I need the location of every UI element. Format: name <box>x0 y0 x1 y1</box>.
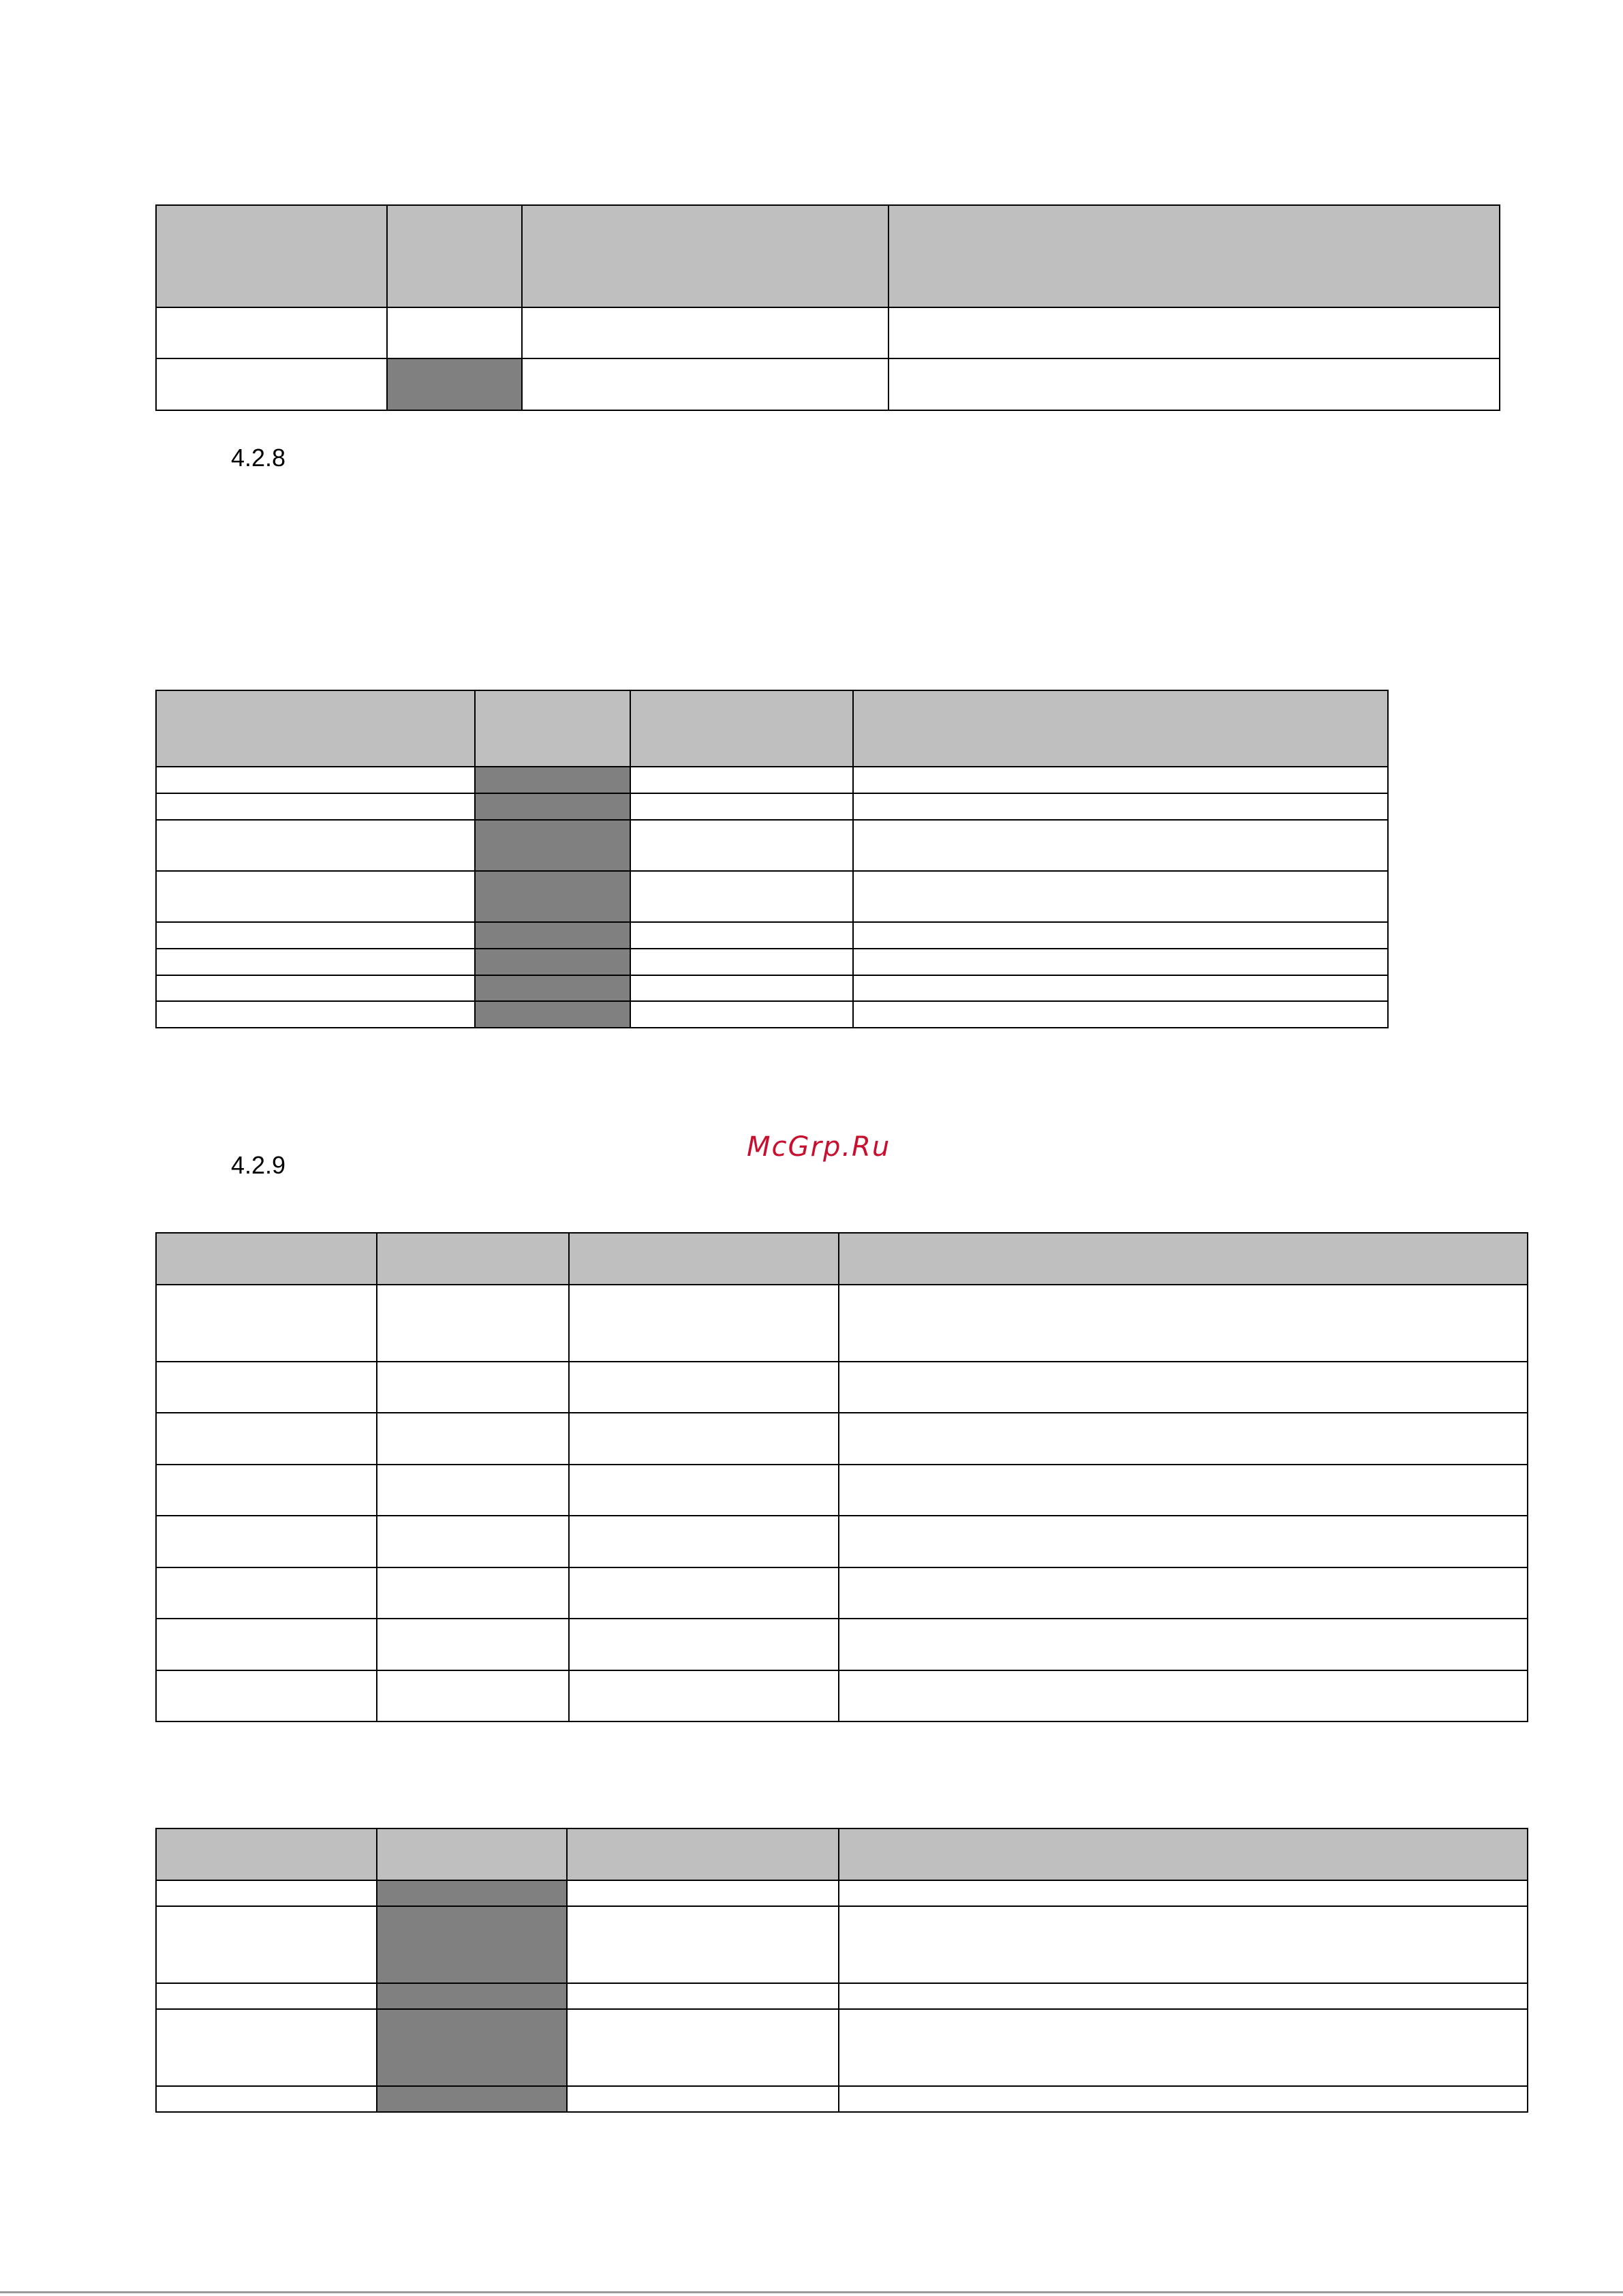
table-row <box>156 1906 1528 1983</box>
table-row <box>156 2009 1528 2086</box>
table-cell <box>567 1906 839 1983</box>
table-cell <box>377 1465 569 1516</box>
table-cell <box>156 307 387 358</box>
table-cell <box>630 949 853 975</box>
header-cell <box>839 1828 1528 1880</box>
table-row <box>156 871 1388 922</box>
table-row <box>156 1983 1528 2009</box>
table-row <box>156 2086 1528 2112</box>
table-cell <box>156 1362 377 1413</box>
section-number-4-2-9: 4.2.9 <box>231 1151 286 1179</box>
table-cell <box>156 793 475 820</box>
shaded-cell <box>475 1001 630 1028</box>
table-cell <box>156 767 475 793</box>
table-cell <box>853 820 1388 871</box>
header-cell <box>839 1233 1528 1285</box>
shaded-cell <box>377 1906 567 1983</box>
table-cell <box>839 2009 1528 2086</box>
header-cell <box>156 1233 377 1285</box>
table-cell <box>569 1413 839 1465</box>
table-cell <box>377 1670 569 1721</box>
header-cell <box>387 205 522 307</box>
table-cell <box>839 1670 1528 1721</box>
shaded-cell <box>377 1983 567 2009</box>
table-header-row <box>156 690 1388 767</box>
shaded-cell <box>475 767 630 793</box>
table-cell <box>630 922 853 949</box>
table-cell <box>156 871 475 922</box>
table-cell <box>569 1516 839 1567</box>
table-row <box>156 307 1500 358</box>
table-cell <box>839 1906 1528 1983</box>
table-cell <box>156 358 387 410</box>
table-cell <box>569 1567 839 1619</box>
table-cell <box>839 1465 1528 1516</box>
table-header-row <box>156 1233 1528 1285</box>
shaded-cell <box>475 820 630 871</box>
table-cell <box>156 2086 377 2112</box>
table-cell <box>522 307 888 358</box>
shaded-cell <box>387 358 522 410</box>
footer-divider <box>0 2291 1623 2293</box>
table-row <box>156 949 1388 975</box>
table-row <box>156 1362 1528 1413</box>
header-cell <box>377 1828 567 1880</box>
header-cell <box>522 205 888 307</box>
table-row <box>156 793 1388 820</box>
table-cell <box>156 949 475 975</box>
shaded-cell <box>475 793 630 820</box>
table-cell <box>839 1619 1528 1670</box>
header-cell <box>888 205 1500 307</box>
table-cell <box>522 358 888 410</box>
table-row <box>156 1619 1528 1670</box>
table-cell <box>377 1362 569 1413</box>
table-cell <box>156 1516 377 1567</box>
table-cell <box>569 1285 839 1362</box>
section-number-4-2-8: 4.2.8 <box>231 444 286 472</box>
table-cell <box>567 2009 839 2086</box>
table-row <box>156 1567 1528 1619</box>
table-cell <box>156 922 475 949</box>
header-cell <box>569 1233 839 1285</box>
table-row <box>156 1285 1528 1362</box>
table-cell <box>630 871 853 922</box>
table-row <box>156 1465 1528 1516</box>
header-cell <box>475 690 630 767</box>
table-cell <box>853 793 1388 820</box>
header-cell <box>156 205 387 307</box>
table-cell <box>156 820 475 871</box>
table-2 <box>155 690 1389 1028</box>
table-row <box>156 922 1388 949</box>
table-cell <box>839 1362 1528 1413</box>
watermark: McGrp.Ru <box>747 1131 891 1163</box>
table-cell <box>853 922 1388 949</box>
table-cell <box>567 1880 839 1906</box>
table-cell <box>630 975 853 1001</box>
table-row <box>156 767 1388 793</box>
header-cell <box>630 690 853 767</box>
table-cell <box>853 975 1388 1001</box>
table-cell <box>853 949 1388 975</box>
table-cell <box>839 1880 1528 1906</box>
table-4 <box>155 1828 1528 2113</box>
table-cell <box>853 871 1388 922</box>
table-cell <box>156 1285 377 1362</box>
shaded-cell <box>475 922 630 949</box>
table-cell <box>853 1001 1388 1028</box>
shaded-cell <box>377 2086 567 2112</box>
header-cell <box>156 690 475 767</box>
table-row <box>156 820 1388 871</box>
table-cell <box>569 1670 839 1721</box>
table-cell <box>156 1906 377 1983</box>
table-row <box>156 1001 1388 1028</box>
table-cell <box>156 2009 377 2086</box>
table-cell <box>630 793 853 820</box>
table-row <box>156 1413 1528 1465</box>
table-row <box>156 975 1388 1001</box>
table-cell <box>156 1465 377 1516</box>
table-header-row <box>156 1828 1528 1880</box>
table-cell <box>569 1362 839 1413</box>
table-cell <box>630 767 853 793</box>
table-cell <box>839 2086 1528 2112</box>
table-row <box>156 1670 1528 1721</box>
header-cell <box>567 1828 839 1880</box>
table-cell <box>377 1567 569 1619</box>
table-cell <box>630 820 853 871</box>
header-cell <box>156 1828 377 1880</box>
table-cell <box>630 1001 853 1028</box>
table-cell <box>888 358 1500 410</box>
table-cell <box>567 1983 839 2009</box>
header-cell <box>377 1233 569 1285</box>
table-cell <box>839 1285 1528 1362</box>
table-cell <box>156 1983 377 2009</box>
table-cell <box>377 1619 569 1670</box>
table-cell <box>377 1516 569 1567</box>
table-cell <box>156 1880 377 1906</box>
table-cell <box>839 1516 1528 1567</box>
shaded-cell <box>377 1880 567 1906</box>
table-cell <box>839 1567 1528 1619</box>
table-cell <box>377 1285 569 1362</box>
table-cell <box>156 1413 377 1465</box>
table-cell <box>156 975 475 1001</box>
table-cell <box>839 1413 1528 1465</box>
table-row <box>156 1516 1528 1567</box>
table-cell <box>156 1567 377 1619</box>
table-cell <box>377 1413 569 1465</box>
table-header-row <box>156 205 1500 307</box>
shaded-cell <box>475 975 630 1001</box>
shaded-cell <box>475 871 630 922</box>
shaded-cell <box>475 949 630 975</box>
table-cell <box>853 767 1388 793</box>
table-cell <box>888 307 1500 358</box>
table-3 <box>155 1232 1528 1722</box>
table-cell <box>156 1001 475 1028</box>
table-cell <box>567 2086 839 2112</box>
table-row <box>156 1880 1528 1906</box>
table-cell <box>156 1670 377 1721</box>
table-cell <box>156 1619 377 1670</box>
header-cell <box>853 690 1388 767</box>
table-1 <box>155 204 1500 411</box>
table-cell <box>569 1465 839 1516</box>
table-cell <box>839 1983 1528 2009</box>
table-cell <box>569 1619 839 1670</box>
table-row <box>156 358 1500 410</box>
table-cell <box>387 307 522 358</box>
shaded-cell <box>377 2009 567 2086</box>
